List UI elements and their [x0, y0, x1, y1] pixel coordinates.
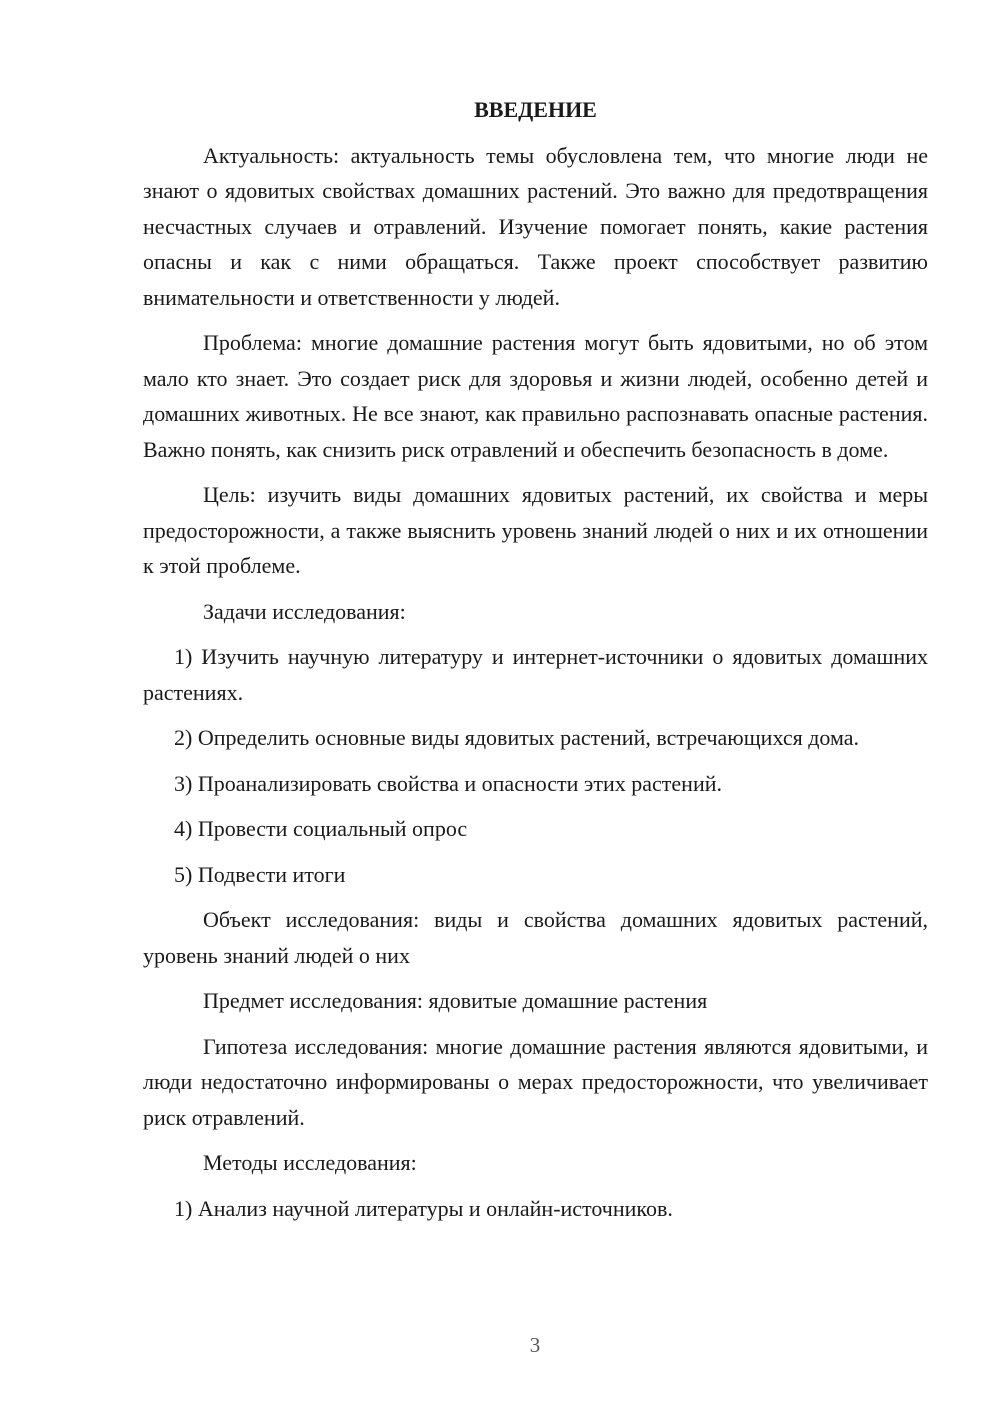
problem-paragraph: Проблема: многие домашние растения могут быть ядовитыми, но об этом мало кто знает. Это создает риск для здоровья и жизни людей, особенно детей и домашних животных. Не все знают, как правильно распознавать опасные растения. Важно понять, как снизить риск отравлений и обеспечить безопасность в доме. [143, 330, 928, 462]
method-item: 1) Анализ научной литературы и онлайн-источников. [174, 1195, 673, 1221]
page-number: 3 [529, 1333, 541, 1357]
task-item: 5) Подвести итоги [174, 861, 346, 887]
goal-paragraph: Цель: изучить виды домашних ядовитых растений, их свойства и меры предосторожности, а также выяснить уровень знаний людей о них и их отношении к этой проблеме. [143, 482, 928, 578]
task-item: 4) Провести социальный опрос [174, 816, 468, 841]
hypothesis-paragraph: Гипотеза исследования: многие домашние растения являются ядовитыми, и люди недостаточно информированы о мерах предосторожности, что увеличивает риск отравлений. [143, 1033, 928, 1130]
relevance-paragraph: Актуальность: актуальность темы обусловлена тем, что многие люди не знают о ядовитых свойствах домашних растений. Это важно для предотвращения несчастных случаев и отравлений. Изучение помогает понять, какие растения опасны и как с ними обращаться. Также проект способствует развитию внимательности и ответственности у людей. [143, 142, 928, 310]
document-page [143, 92, 928, 1236]
methods-heading: Методы исследования: [203, 1150, 417, 1175]
section-heading: ВВЕДЕНИЕ [474, 97, 597, 122]
subject-paragraph: Предмет исследования: ядовитые домашние растения [203, 988, 708, 1013]
task-item: 3) Проанализировать свойства и опасности этих растений. [174, 770, 722, 796]
tasks-heading: Задачи исследования: [203, 598, 406, 624]
object-paragraph: Объект исследования: виды и свойства домашних ядовитых растений, уровень знаний людей о них [143, 907, 928, 968]
task-item: 2) Определить основные виды ядовитых растений, встречающихся дома. [174, 725, 860, 750]
task-item: 1) Изучить научную литературу и интернет-источники о ядовитых домашних растениях. [143, 644, 928, 705]
